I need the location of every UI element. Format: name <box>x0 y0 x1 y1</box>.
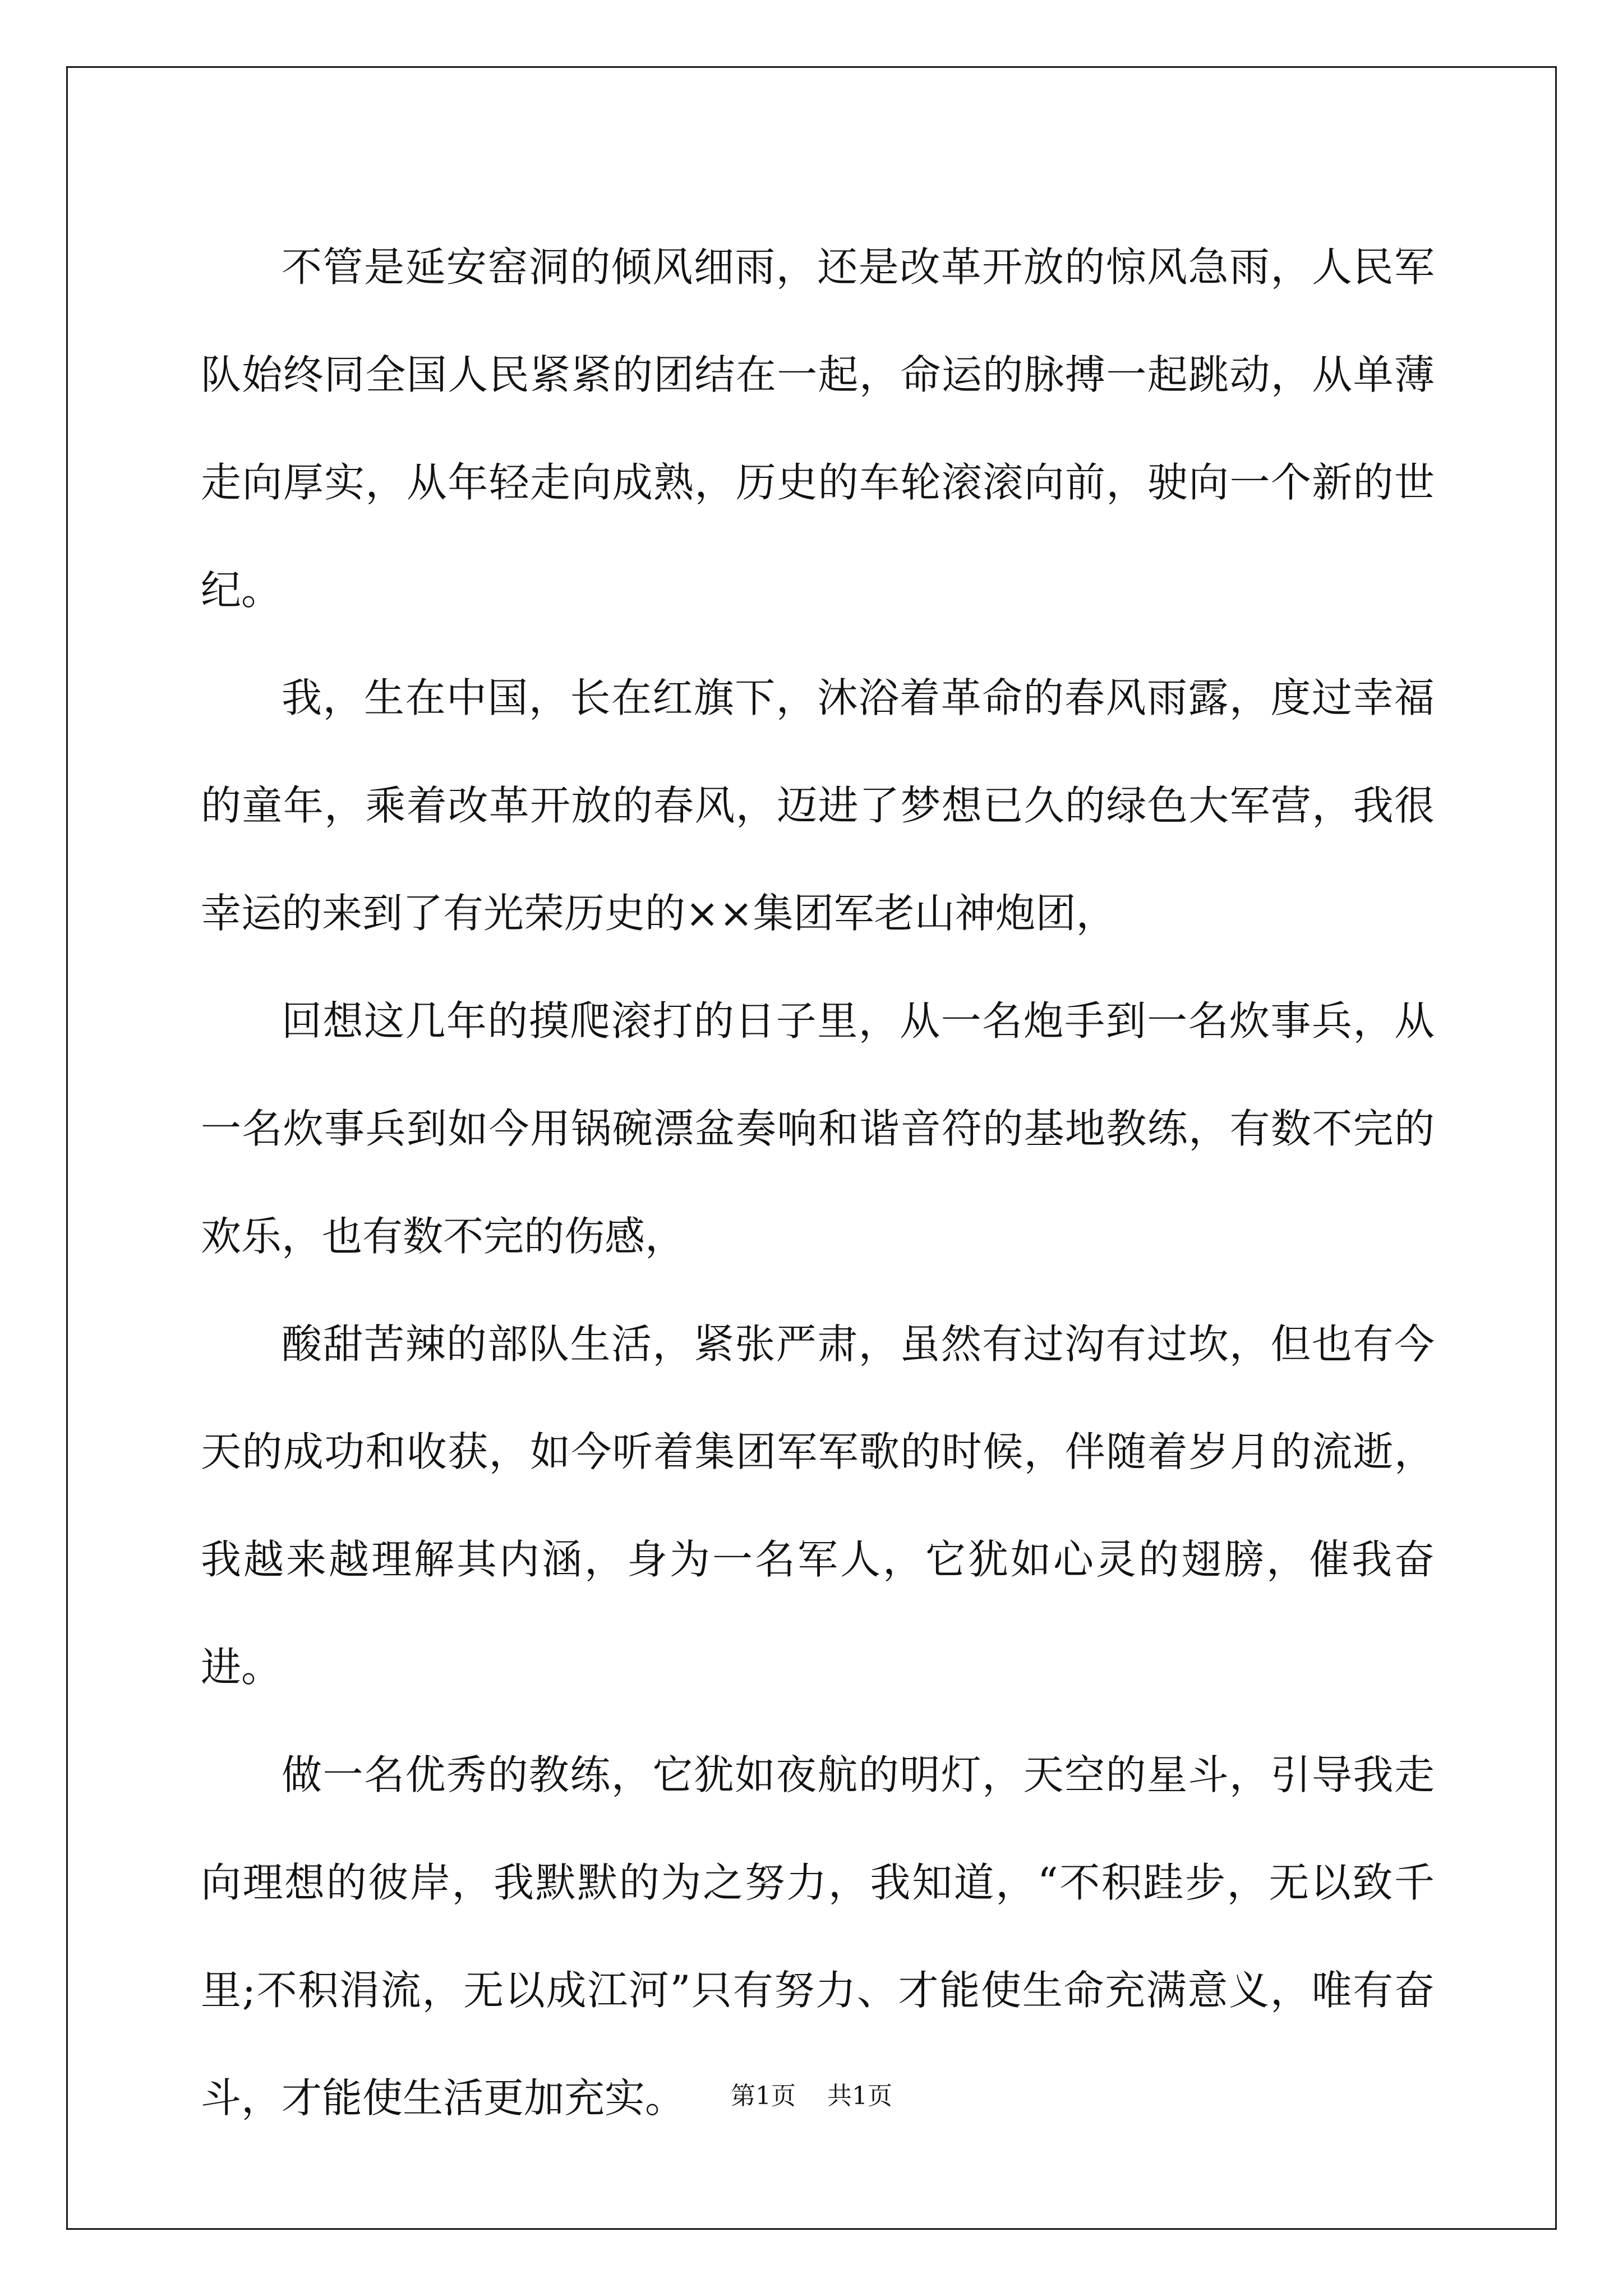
page-number-total: 共1页 <box>827 2082 892 2110</box>
paragraph-4: 酸甜苦辣的部队生活，紧张严肃，虽然有过沟有过坎，但也有今天的成功和收获，如今听着集团军军歌的时候，伴随着岁月的流逝，我越来越理解其内涵，身为一名军人，它犹如心灵的翅膀，催我奋进。 <box>201 1320 1435 1691</box>
page-number-current: 第1页 <box>731 2082 796 2110</box>
page-footer <box>0 2076 1623 2111</box>
paragraph-1: 不管是延安窑洞的倾风细雨，还是改革开放的惊风急雨，人民军队始终同全国人民紧紧的团结在一起，命运的脉搏一起跳动，从单薄走向厚实，从年轻走向成熟，历史的车轮滚滚向前，驶向一个新的世纪。 <box>201 243 1435 614</box>
paragraph-5: 做一名优秀的教练，它犹如夜航的明灯，天空的星斗，引导我走向理想的彼岸，我默默的为之努力，我知道，“不积跬步，无以致千里;不积涓流，无以成江河”只有努力、才能使生命充满意义，唯有奋斗，才能使生活更加充实。 <box>201 1751 1435 2122</box>
paragraph-3: 回想这几年的摸爬滚打的日子里，从一名炮手到一名炊事兵，从一名炊事兵到如今用锅碗漂盆奏响和谐音符的基地教练，有数不完的欢乐，也有数不完的伤感， <box>201 997 1435 1260</box>
document-body <box>201 213 1435 2152</box>
paragraph-2: 我，生在中国，长在红旗下，沐浴着革命的春风雨露，度过幸福的童年，乘着改革开放的春风，迈进了梦想已久的绿色大军营，我很幸运的来到了有光荣历史的××集团军老山神炮团， <box>201 674 1435 937</box>
